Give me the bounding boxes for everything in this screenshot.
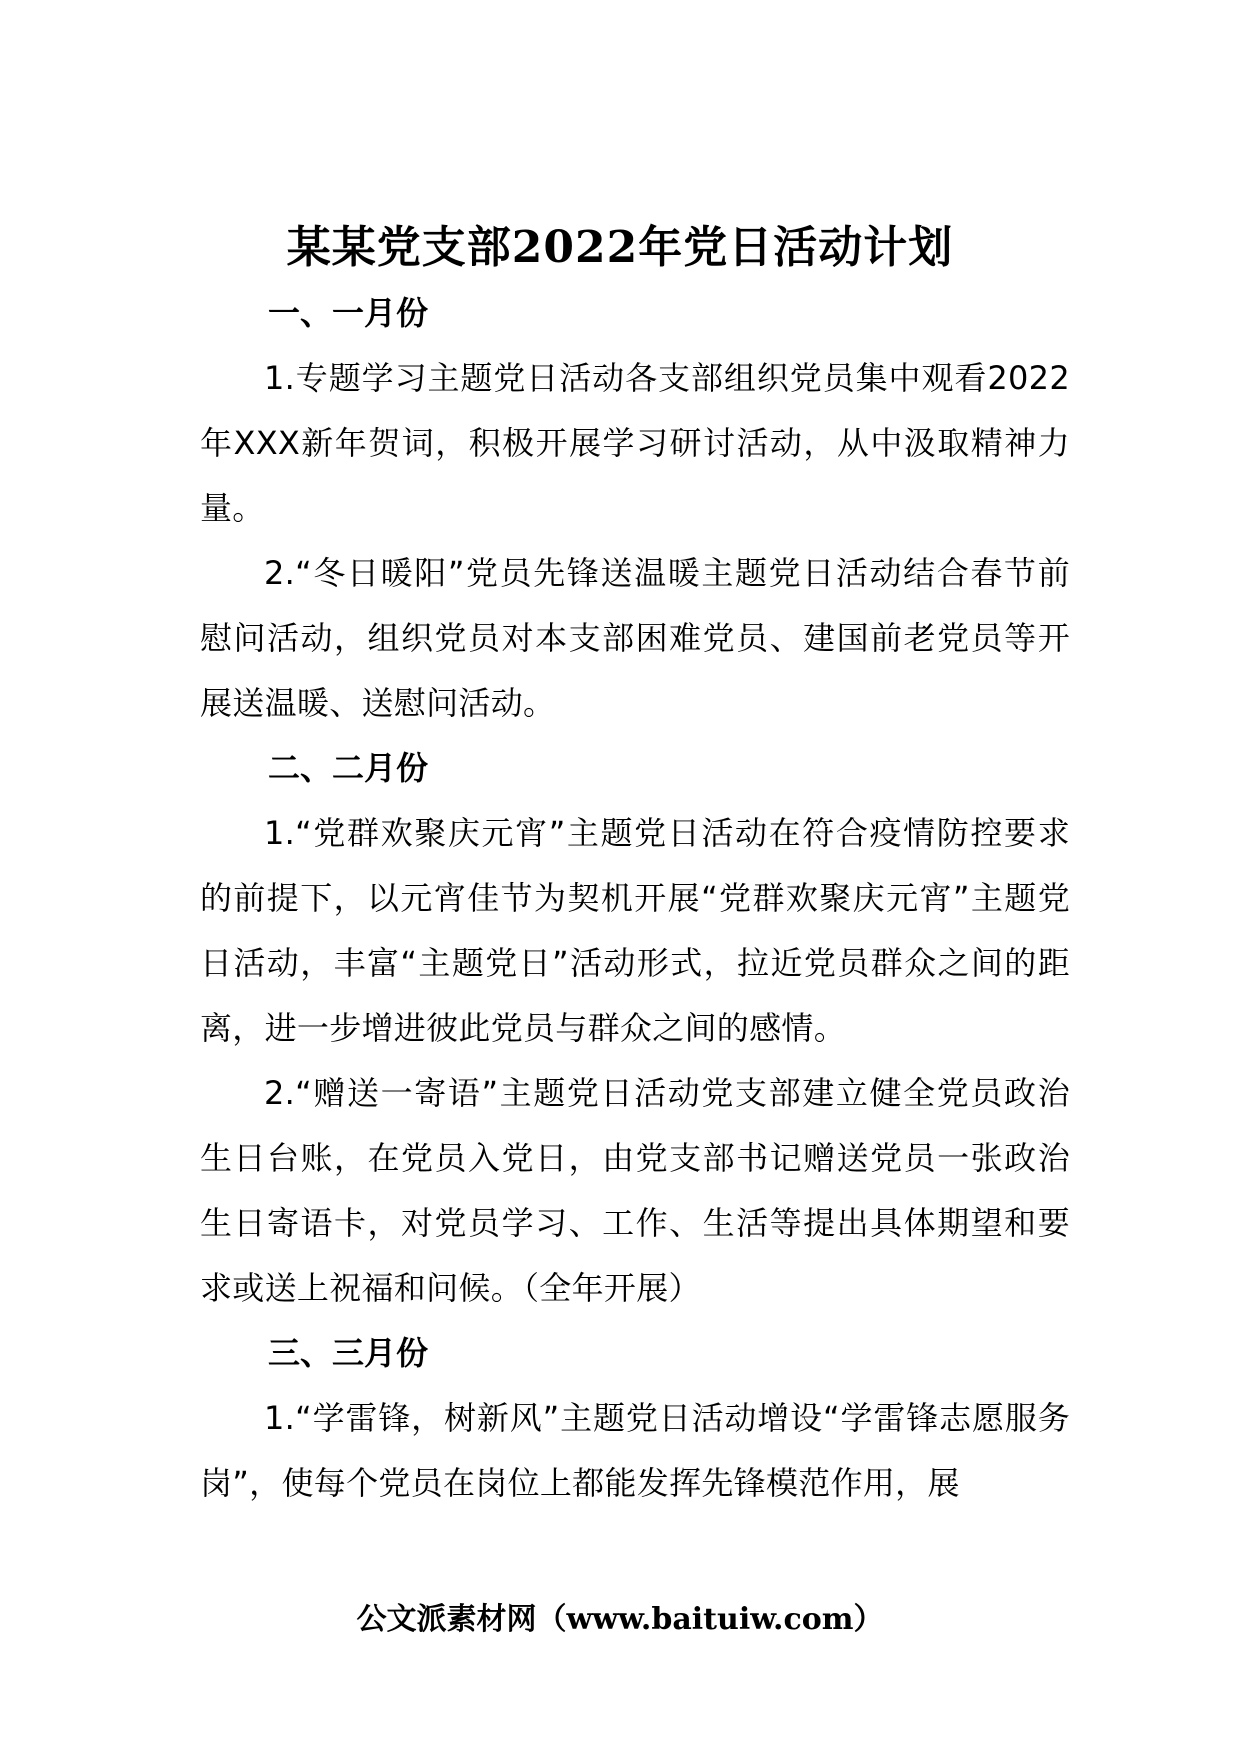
paragraph-march-1: 1.“学雷锋，树新风”主题党日活动增设“学雷锋志愿服务岗”，使每个党员在岗位上都能发挥先锋模范作用，展: [200, 1399, 1070, 1502]
paragraph-january-1: 1.专题学习主题党日活动各支部组织党员集中观看2022年XXX新年贺词，积极开展学习研讨活动，从中汲取精神力量。: [200, 359, 1070, 527]
source-footer: 公文派素材网（www.baituiw.com）: [356, 1602, 884, 1637]
document-body: [200, 281, 1070, 1516]
section-heading-february: 二、二月份: [268, 749, 429, 787]
section-heading-january: 一、一月份: [268, 294, 429, 332]
paragraph-february-2: 2.“赠送一寄语”主题党日活动党支部建立健全党员政治生日台账，在党员入党日，由党支部书记赠送党员一张政治生日寄语卡，对党员学习、工作、生活等提出具体期望和要求或送上祝福和问候。（全年开展）: [200, 1074, 1070, 1307]
paragraph-january-2: 2.“冬日暖阳”党员先锋送温暖主题党日活动结合春节前慰问活动，组织党员对本支部困难党员、建国前老党员等开展送温暖、送慰问活动。: [200, 554, 1070, 722]
paragraph-february-1: 1.“党群欢聚庆元宵”主题党日活动在符合疫情防控要求的前提下，以元宵佳节为契机开展“党群欢聚庆元宵”主题党日活动，丰富“主题党日”活动形式，拉近党员群众之间的距离，进一步增进彼此党员与群众之间的感情。: [200, 814, 1070, 1047]
section-heading-march: 三、三月份: [268, 1334, 429, 1372]
document-title: 某某党支部2022年党日活动计划: [286, 222, 954, 273]
